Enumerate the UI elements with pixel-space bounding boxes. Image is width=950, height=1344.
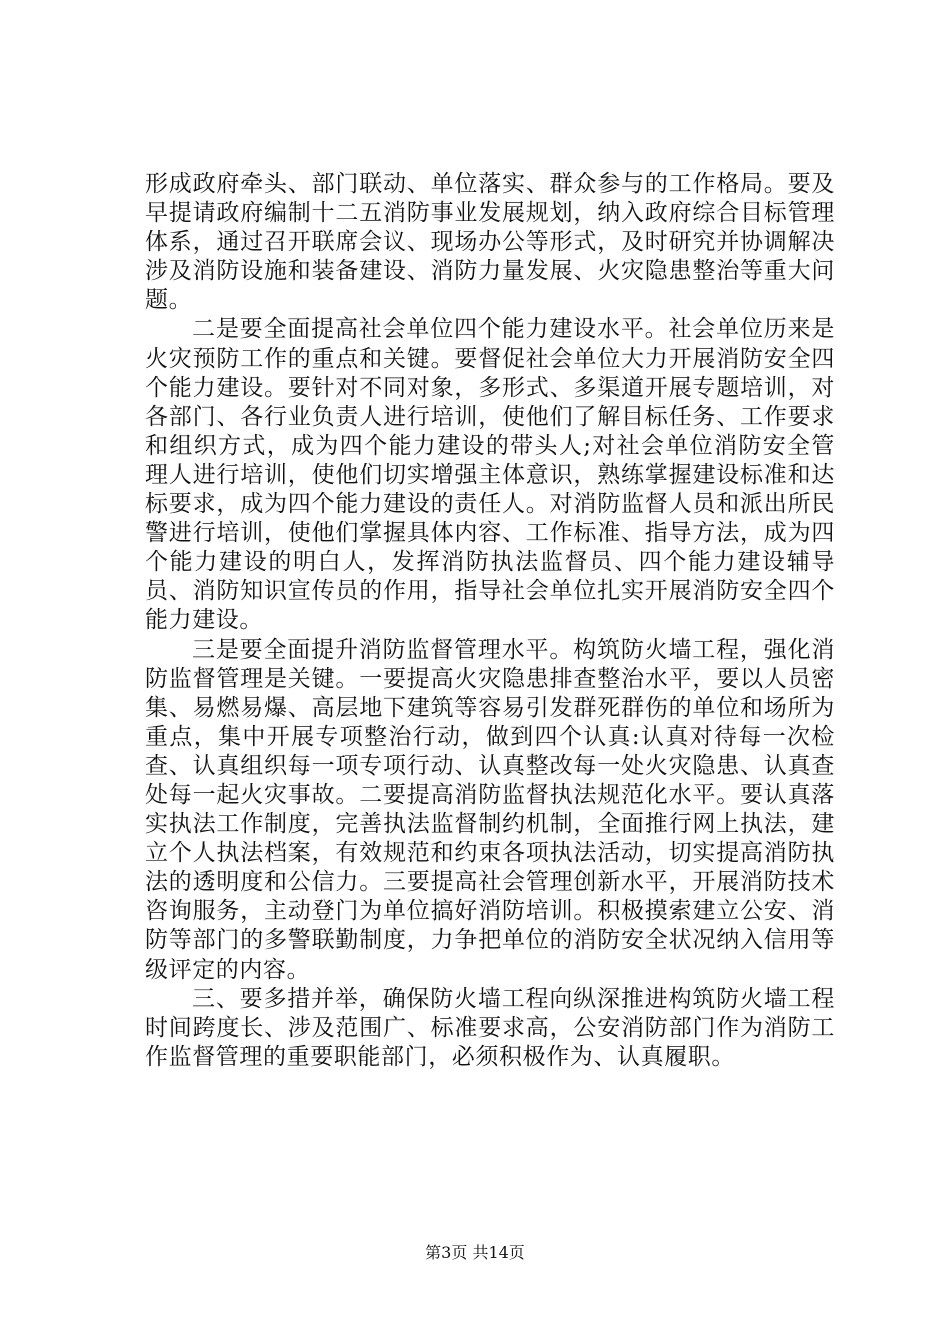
paragraph-social-units: 二是要全面提高社会单位四个能力建设水平。社会单位历来是火灾预防工作的重点和关键。要督促社会单位大力开展消防安全四个能力建设。要针对不同对象，多形式、多渠道开展专题培训，对各部门、各行业负责人进行培训，使他们了解目标任务、工作要求和组织方式，成为四个能力建设的带头人;对社会单位消防安全管理人进行培训，使他们切实增强主体意识，熟练掌握建设标准和达标要求，成为四个能力建设的责任人。对消防监督人员和派出所民警进行培训，使他们掌握具体内容、工作标准、指导方法，成为四个能力建设的明白人，发挥消防执法监督员、四个能力建设辅导员、消防知识宣传员的作用，指导社会单位扎实开展消防安全四个能力建设。 <box>145 316 835 634</box>
paragraph-multiple-measures: 三、要多措并举，确保防火墙工程向纵深推进构筑防火墙工程时间跨度长、涉及范围广、标准要求高，公安消防部门作为消防工作监督管理的重要职能部门，必须积极作为、认真履职。 <box>145 985 835 1070</box>
page-footer: 第3页 共14页 <box>425 1243 525 1262</box>
paragraph-fire-supervision: 三是要全面提升消防监督管理水平。构筑防火墙工程，强化消防监督管理是关键。一要提高火灾隐患排查整治水平，要以人员密集、易燃易爆、高层地下建筑等容易引发群死群伤的单位和场所为重点，集中开展专项整治行动，做到四个认真:认真对待每一次检查、认真组织每一项专项行动、认真整改每一处火灾隐患、认真查处每一起火灾事故。二要提高消防监督执法规范化水平。要认真落实执法工作制度，完善执法监督制约机制，全面推行网上执法，建立个人执法档案，有效规范和约束各项执法活动，切实提高消防执法的透明度和公信力。三要提高社会管理创新水平，开展消防技术咨询服务，主动登门为单位搞好消防培训。积极摸索建立公安、消防等部门的多警联勤制度，力争把单位的消防安全状况纳入信用等级评定的内容。 <box>145 636 835 983</box>
document-body <box>145 170 835 1072</box>
paragraph-continuation: 形成政府牵头、部门联动、单位落实、群众参与的工作格局。要及早提请政府编制十二五消防事业发展规划，纳入政府综合目标管理体系，通过召开联席会议、现场办公等形式，及时研究并协调解决涉及消防设施和装备建设、消防力量发展、火灾隐患整治等重大问题。 <box>145 171 835 314</box>
